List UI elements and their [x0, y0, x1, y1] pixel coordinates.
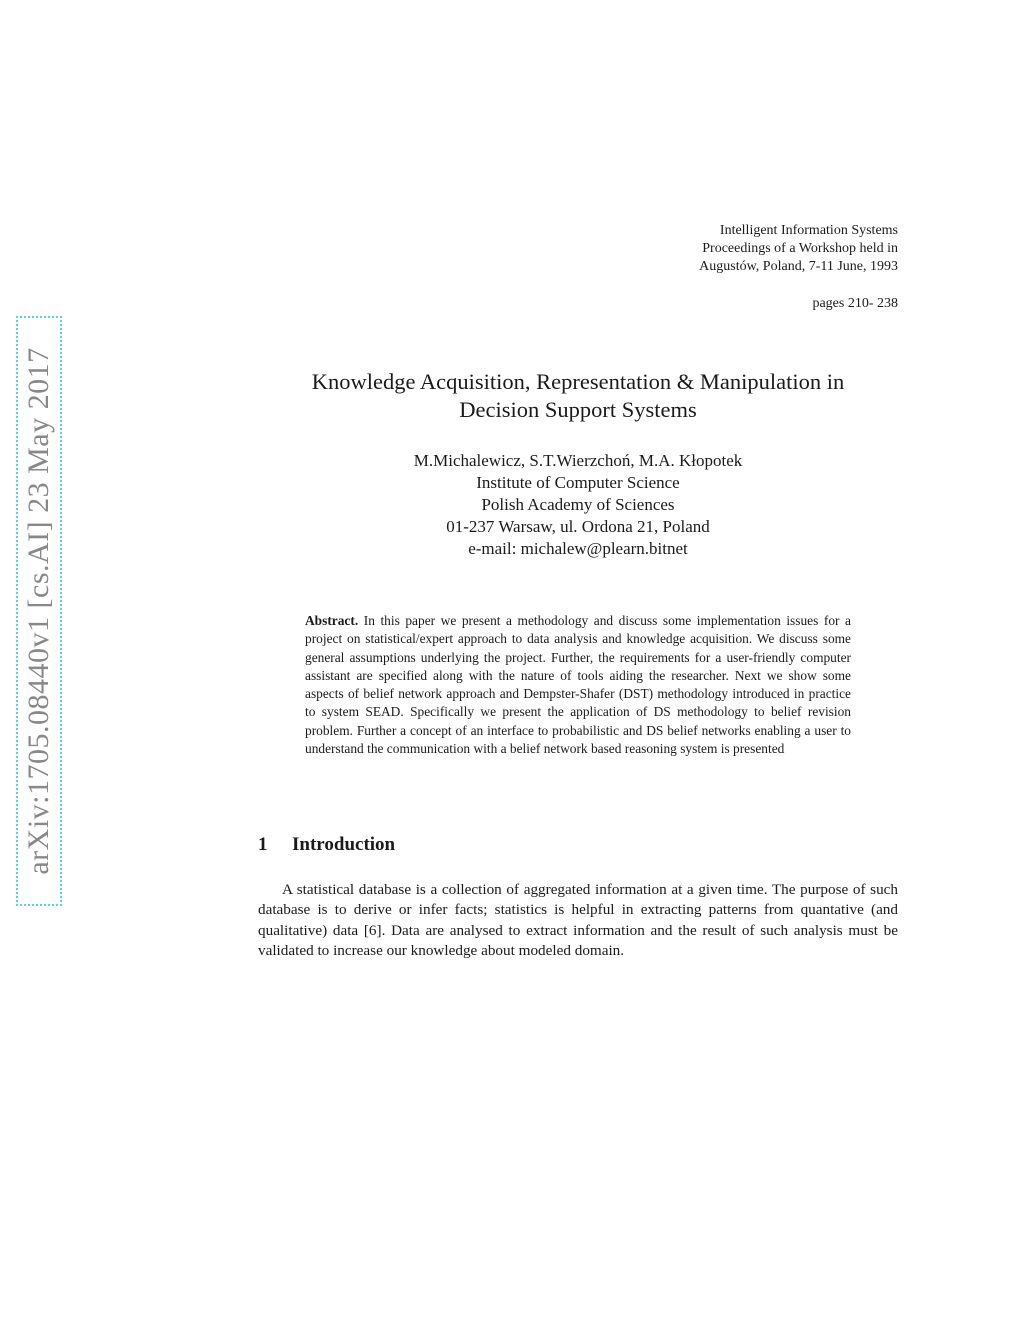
section-number: 1 — [258, 834, 268, 855]
abstract-text: In this paper we present a methodology and discuss some implementation issues for a project on statistical/expert approach to data analysis and knowledge acquisition. We discuss some general assumptions underlying the project. Further, the requirements for a user-friendly computer assistant are specified along with the nature of tools aiding the researcher. Next we show some aspects of belief network approach and Dempster-Shafer (DST) methodology introduced in practice to system SEAD. Specifically we present the application of DS methodology to belief revision problem. Further a concept of an interface to probabilistic and DS belief networks enabling a user to understand the communication with a belief network based reasoning system is presented — [305, 613, 851, 757]
page-range: pages 210- 238 — [812, 296, 898, 311]
proceedings-line-1: Intelligent Information Systems — [719, 223, 898, 238]
title-line-1: Knowledge Acquisition, Representation & Manipulation in — [311, 369, 845, 394]
author-institute: Institute of Computer Science — [476, 473, 680, 492]
paper-title — [258, 368, 898, 424]
author-academy: Polish Academy of Sciences — [481, 495, 675, 514]
arxiv-stamp — [16, 316, 62, 906]
section-heading — [258, 834, 395, 856]
abstract-label: Abstract. — [305, 613, 359, 628]
intro-paragraph: A statistical database is a collection of aggregated information at a given time. The purpose of such database is to derive or infer facts; statistics is helpful in extracting patterns from quantative (and qualitative) data [6]. Data are analysed to extract information and the result of such analysis must be validated to increase our knowledge about modeled domain. — [258, 881, 898, 959]
proceedings-header — [699, 222, 898, 276]
abstract — [305, 612, 851, 758]
authors-block — [258, 450, 898, 560]
title-line-2: Decision Support Systems — [459, 397, 697, 422]
proceedings-line-2: Proceedings of a Workshop held in — [702, 241, 898, 256]
proceedings-line-3: Augustów, Poland, 7-11 June, 1993 — [699, 259, 898, 274]
section-title: Introduction — [292, 834, 396, 855]
arxiv-id: arXiv:1705.08440v1 [cs.AI] 23 May 2017 — [22, 347, 55, 875]
author-email: e-mail: michalew@plearn.bitnet — [468, 539, 688, 558]
author-address: 01-237 Warsaw, ul. Ordona 21, Poland — [446, 517, 710, 536]
author-names: M.Michalewicz, S.T.Wierzchoń, M.A. Kłopotek — [413, 451, 743, 470]
